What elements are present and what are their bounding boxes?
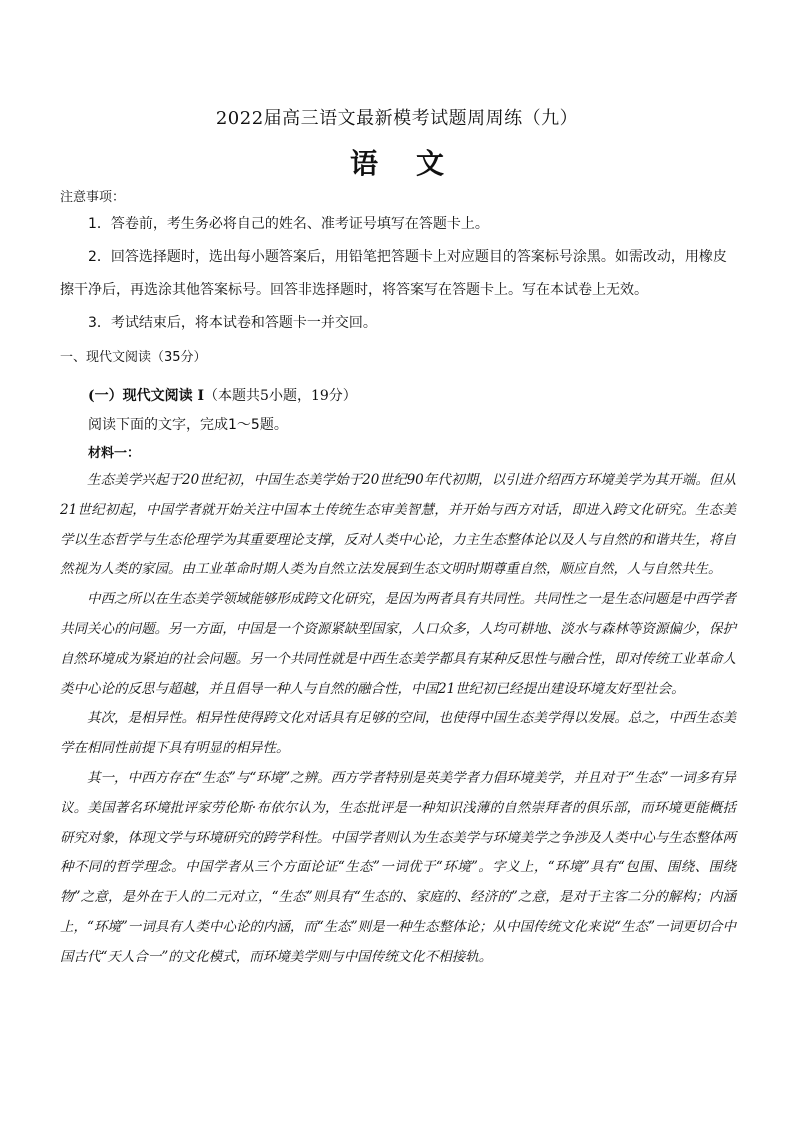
material-label: 材料一： (88, 446, 141, 461)
sub-heading-detail: （本题共5小题，19分） (204, 388, 357, 404)
notice-item: 3．考试结束后，将本试卷和答题卡一并交回。 (88, 315, 377, 331)
notice-list (60, 208, 736, 340)
reading-instruction: 阅读下面的文字，完成1～5题。 (88, 417, 288, 433)
notice-item: 1．答卷前，考生务必将自己的姓名、准考证号填写在答题卡上。 (88, 216, 489, 232)
reading-passage (60, 466, 736, 973)
sub-section-heading (88, 385, 357, 405)
section-heading: 一、现代文阅读（35分） (60, 350, 207, 365)
notice-item: 2．回答选择题时，选出每小题答案后，用铅笔把答题卡上对应题目的答案标号涂黑。如需改动，用橡皮擦干净后，再选涂其他答案标号。回答非选择题时，将答案写在答题卡上。写在本试卷上无效。 (60, 249, 727, 298)
exam-title: 2022届高三语文最新模考试题周周练（九） (215, 108, 579, 129)
passage-paragraph: 生态美学兴起于20世纪初，中国生态美学始于20世纪90年代初期，以引进介绍西方环境美学为其开端。但从21世纪初起，中国学者就开始关注中国本土传统生态审美智慧，并开始与西方对话，即进入跨文化研究。生态美学以生态哲学与生态伦理学为其重要理论支撑，反对人类中心论，力主生态整体论以及人与自然的和谐共生，将自然视为人类的家园。由工业革命时期人类为自然立法发展到生态文明时期尊重自然，顺应自然，人与自然共生。 (60, 472, 736, 578)
passage-paragraph: 其一，中西方存在“生态”与“环境”之辨。西方学者特别是英美学者力倡环境美学，并且对于“生态”一词多有异议。美国著名环境批评家劳伦斯·布依尔认为，生态批评是一种知识浅薄的自然崇拜者的俱乐部，而环境更能概括研究对象，体现文学与环境研究的跨学科性。中国学者则认为生态美学与环境美学之争涉及人类中心与生态整体两种不同的哲学理念。中国学者从三个方面论证“生态”一词优于“环境”。字义上，“环境”具有“包围、围绕、围绕物”之意，是外在于人的二元对立，“生态”则具有“生态的、家庭的、经济的”之意，是对于主客二分的解构；内涵上，“环境”一词具有人类中心论的内涵，而“生态”则是一种生态整体论；从中国传统文化来说“生态”一词更切合中国古代“天人合一”的文化模式，而环境美学则与中国传统文化不相接轨。 (60, 769, 736, 965)
passage-paragraph: 其次，是相异性。相异性使得跨文化对话具有足够的空间，也使得中国生态美学得以发展。总之，中西生态美学在相同性前提下具有明显的相异性。 (60, 710, 736, 757)
sub-heading-bold: (一）现代文阅读 I (88, 388, 205, 404)
notice-heading: 注意事项： (60, 190, 126, 205)
passage-paragraph: 中西之所以在生态美学领域能够形成跨文化研究，是因为两者具有共同性。共同性之一是生态问题是中西学者共同关心的问题。另一方面，中国是一个资源紧缺型国家，人口众多，人均可耕地、淡水与森林等资源偏少，保护自然环境成为紧迫的社会问题。另一个共同性就是中西生态美学都具有某种反思性与融合性，即对传统工业革命人类中心论的反思与超越，并且倡导一种人与自然的融合性，中国21世纪初已经提出建设环境友好型社会。 (60, 591, 736, 697)
subject-title: 语文 (349, 147, 482, 180)
